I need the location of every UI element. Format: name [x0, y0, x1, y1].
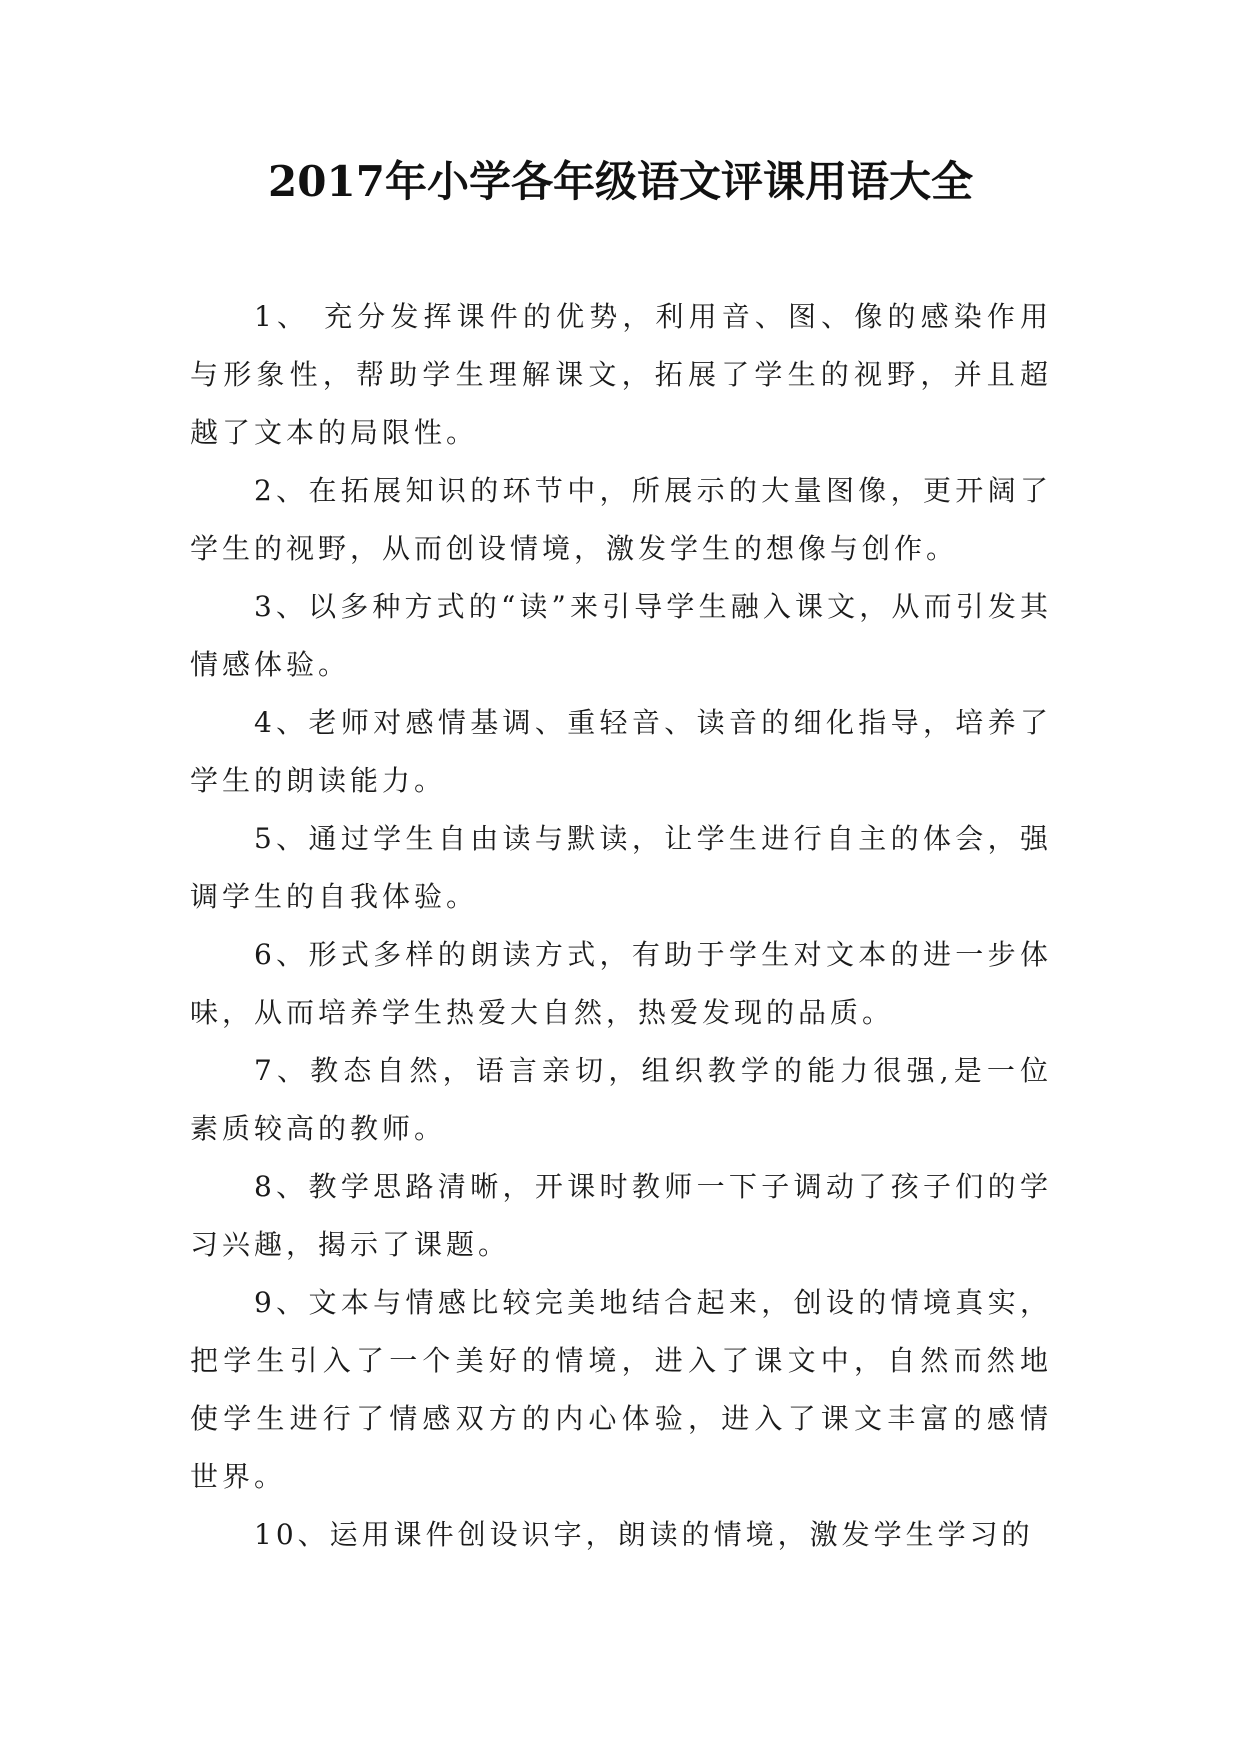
paragraph-7: 7、教态自然，语言亲切，组织教学的能力很强,是一位素质较高的教师。 — [190, 1054, 1052, 1145]
paragraph-6: 6、形式多样的朗读方式，有助于学生对文本的进一步体味，从而培养学生热爱大自然，热爱发现的品质。 — [190, 938, 1052, 1029]
document-title: 2017年小学各年级语文评课用语大全 — [268, 157, 973, 206]
paragraph-8: 8、教学思路清晰，开课时教师一下子调动了孩子们的学习兴趣，揭示了课题。 — [190, 1170, 1052, 1261]
document-body — [190, 288, 1052, 1564]
paragraph-3: 3、以多种方式的“读”来引导学生融入课文，从而引发其情感体验。 — [190, 590, 1052, 681]
paragraph-4: 4、老师对感情基调、重轻音、读音的细化指导，培养了学生的朗读能力。 — [190, 706, 1052, 797]
paragraph-10: 10、运用课件创设识字，朗读的情境，激发学生学习的 — [254, 1518, 1034, 1551]
paragraph-5: 5、通过学生自由读与默读，让学生进行自主的体会，强调学生的自我体验。 — [190, 822, 1052, 913]
paragraph-9: 9、文本与情感比较完美地结合起来，创设的情境真实，把学生引入了一个美好的情境，进入了课文中，自然而然地使学生进行了情感双方的内心体验，进入了课文丰富的感情世界。 — [190, 1286, 1052, 1493]
paragraph-2: 2、在拓展知识的环节中，所展示的大量图像，更开阔了学生的视野，从而创设情境，激发学生的想像与创作。 — [190, 474, 1052, 565]
paragraph-1: 1、 充分发挥课件的优势，利用音、图、像的感染作用与形象性，帮助学生理解课文，拓展了学生的视野，并且超越了文本的局限性。 — [190, 300, 1052, 449]
